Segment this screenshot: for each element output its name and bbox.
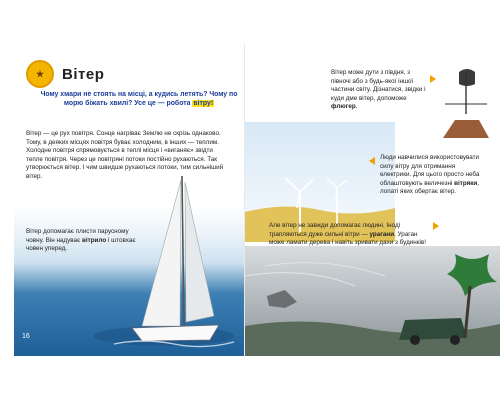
wind-turbines-text-c: , лопаті яких обертає вітер. — [380, 179, 480, 195]
weather-vane-illustration — [435, 64, 497, 144]
weather-vane-term: флюгер — [331, 103, 356, 110]
right-page — [245, 44, 500, 356]
series-logo: ★ — [26, 60, 54, 88]
hurricane-paragraph — [269, 222, 429, 248]
page-number: 16 — [22, 333, 30, 340]
hurricane-text-a: Але вітер не завжди допомагає людині. Іноді трапляються дуже сильні вітри — — [269, 222, 401, 238]
sailboat-text-c: і штовхає човен уперед. — [26, 236, 136, 252]
wind-turbines-paragraph — [380, 154, 488, 197]
wind-turbines-text-a: Люди навчилися використовувати силу вітру для отримання електрики. Для цього просто неба облаштовують величезні — [380, 154, 480, 187]
sailboat-illustration — [14, 44, 245, 356]
sailboat-term: вітрило — [82, 236, 107, 244]
left-page — [14, 44, 245, 356]
hurricane-term: урагани — [369, 230, 395, 238]
intro-text: Чому хмари не стоять на місці, а кудись летять? Чому по морю біжать хвилі? Усе це — робота — [40, 91, 238, 108]
arrow-left-icon — [369, 157, 375, 165]
wind-definition-paragraph: Вітер — це рух повітря. Сонце нагріває Землю не скрізь однаково. Тому, в деяких місцях повітря буває холодним, в інших — теплим. Холодне повітря спрямовується в теплі місця і «виганяє» звідти тепле повітря. Через це повітряні потоки постійно рухаються. Так утворюється вітер. І чим швидше рухаються потоки, тим сильніший вітер. — [26, 130, 224, 180]
arrow-right-icon-2 — [433, 222, 439, 230]
hurricane-illustration — [245, 246, 500, 356]
sailboat-text-a: Вітер допомагає плисти парусному човну. Він надуває — [26, 228, 129, 244]
wind-turbines-term: вітряки — [454, 179, 478, 187]
hurricane-text-c: . Ураган може ламати дерева і навіть зривати дахи з будинків! — [269, 230, 426, 246]
intro-highlight: вітру! — [193, 100, 214, 108]
weather-vane-paragraph — [331, 69, 427, 112]
weather-vane-text-a: Вітер може дути з півдня, з півночі або з будь-якої іншої частини світу. Дізнатися, звідки і куди дме вітер, допоможе — [331, 69, 426, 102]
page-title: Вітер — [62, 65, 105, 83]
weather-vane-text-c: . — [355, 103, 358, 110]
